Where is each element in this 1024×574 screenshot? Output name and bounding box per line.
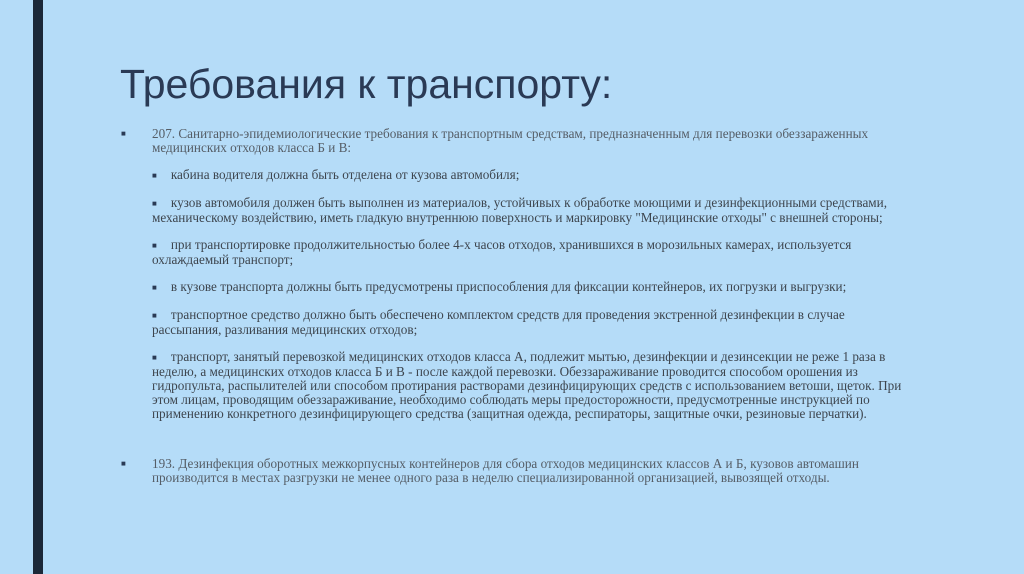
sub-item-text: кузов автомобиля должен быть выполнен из материалов, устойчивых к обработке моющими и дезинфекционными средствами, механическому воздействию, иметь гладкую внутреннюю поверхность и маркировку "Медицинские отходы" с внешней стороны; (152, 195, 887, 225)
sub-item (152, 308, 908, 337)
item-207-text: 207. Санитарно-эпидемиологические требования к транспортным средствам, предназначенным для перевозки обеззараженных медицинских отходов класса Б и В: (152, 126, 869, 155)
sub-item (152, 238, 908, 267)
bullet-icon: ■ (121, 129, 126, 138)
sub-item (152, 350, 908, 421)
bullet-icon: ■ (152, 283, 157, 292)
bullet-icon: ■ (152, 171, 157, 180)
list-item-207 (118, 127, 908, 421)
item-193-text: 193. Дезинфекция оборотных межкорпусных контейнеров для сбора отходов медицинских классов А и Б, кузовов автомашин производится в местах разгрузки не менее одного раза в неделю специализированной организацией, вывозящей отходы. (152, 456, 859, 485)
bullet-icon: ■ (152, 241, 157, 250)
slide-content (118, 127, 908, 485)
sub-item-text: транспортное средство должно быть обеспечено комплектом средств для проведения экстренной дезинфекции в случае рассыпания, разливания медицинских отходов; (152, 307, 845, 337)
accent-bar (33, 0, 43, 574)
sub-item (152, 196, 908, 225)
bullet-icon: ■ (152, 311, 157, 320)
sub-list (152, 168, 908, 421)
list-item-193 (118, 457, 908, 485)
bullet-icon: ■ (121, 459, 126, 468)
bullet-icon: ■ (152, 199, 157, 208)
sub-item-text: кабина водителя должна быть отделена от кузова автомобиля; (170, 167, 520, 182)
sub-item-text: в кузове транспорта должны быть предусмотрены приспособления для фиксации контейнеров, их погрузки и выгрузки; (170, 279, 847, 294)
bullet-icon: ■ (152, 353, 157, 362)
slide-title: Требования к транспорту: (120, 61, 613, 107)
sub-item-text: транспорт, занятый перевозкой медицинских отходов класса А, подлежит мытью, дезинфекции и дезинсекции не реже 1 раза в неделю, а медицинских отходов класса Б и В - после каждой перевозки. Обеззараживание проводится способом орошения из гидропульта, распылителей или способом протирания растворами дезинфицирующих средств с использованием ветоши, щеток. При этом лицам, проводящим обеззараживание, необходимо соблюдать меры предосторожности, предусмотренные инструкцией по применению конкретного дезинфицирующего средства (защитная одежда, респираторы, защитные очки, резиновые перчатки). (152, 349, 902, 421)
sub-item-text: при транспортировке продолжительностью более 4-х часов отходов, хранившихся в морозильных камерах, используется охлаждаемый транспорт; (152, 237, 852, 267)
sub-item (152, 168, 908, 183)
sub-item (152, 280, 908, 295)
